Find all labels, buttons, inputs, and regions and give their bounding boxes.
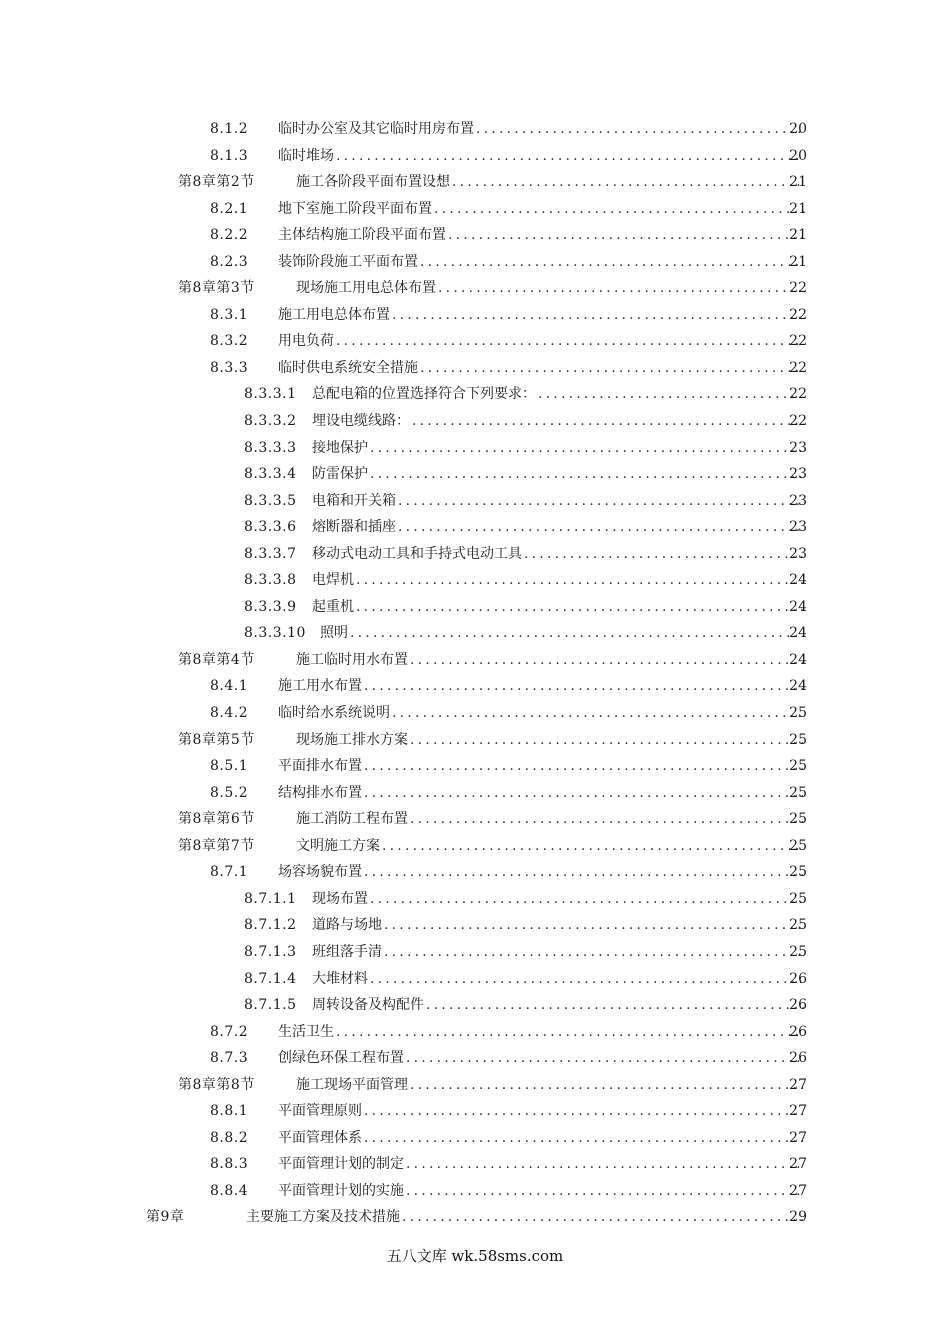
toc-entry-title-leader: [296, 275, 804, 302]
toc-entry-title-leader: [320, 620, 804, 647]
toc-entry-title-leader: [278, 780, 804, 807]
toc-entry-title-leader: [278, 249, 804, 276]
toc-entry-number: 8.7.1.2: [244, 917, 297, 934]
toc-entry-page-number: 27: [789, 1156, 807, 1173]
toc-entry-number: 8.2.1: [210, 200, 249, 217]
toc-entry-title: 电箱和开关箱: [312, 492, 396, 509]
toc-entry-title-leader: [312, 992, 804, 1019]
toc-entry-number: 8.7.2: [210, 1023, 249, 1040]
toc-entry-page-number: 26: [789, 1023, 807, 1040]
toc-entry-title: 用电负荷: [278, 333, 334, 350]
toc-dot-leader: [370, 461, 804, 488]
toc-entry[interactable]: [0, 169, 950, 196]
toc-entry-number: 8.7.1.1: [244, 890, 297, 907]
toc-entry-number: 8.3.3.10: [244, 625, 306, 642]
toc-entry-page-number: 22: [789, 413, 807, 430]
toc-entry-title-leader: [278, 355, 804, 382]
table-of-contents: [0, 116, 950, 1231]
toc-entry-title: 照明: [320, 625, 348, 642]
toc-entry-title: 施工用水布置: [278, 678, 362, 695]
toc-dot-leader: [420, 249, 804, 276]
toc-entry-title: 主体结构施工阶段平面布置: [278, 227, 446, 244]
toc-entry-title-leader: [312, 381, 804, 408]
toc-entry-title: 施工临时用水布置: [296, 651, 408, 668]
toc-dot-leader: [476, 116, 804, 143]
toc-dot-leader: [410, 1072, 804, 1099]
toc-dot-leader: [538, 381, 804, 408]
toc-entry[interactable]: [0, 992, 950, 1019]
toc-entry[interactable]: [0, 461, 950, 488]
toc-dot-leader: [336, 143, 804, 170]
toc-entry-page-number: 27: [789, 1103, 807, 1120]
toc-entry-title-leader: [246, 1204, 804, 1231]
toc-entry-title: 装饰阶段施工平面布置: [278, 253, 418, 270]
toc-entry-number: 8.7.1.4: [244, 970, 297, 987]
toc-dot-leader: [524, 541, 804, 568]
toc-entry-number: 8.7.1.5: [244, 997, 297, 1014]
toc-entry-page-number: 27: [789, 1076, 807, 1093]
toc-entry-number: 8.3.3.3: [244, 439, 297, 456]
toc-dot-leader: [356, 567, 804, 594]
toc-entry-page-number: 20: [789, 121, 807, 137]
toc-entry-title: 防雷保护: [312, 466, 368, 483]
toc-entry-title: 临时供电系统安全措施: [278, 359, 418, 376]
toc-entry[interactable]: [0, 116, 950, 143]
toc-entry[interactable]: [0, 355, 950, 382]
toc-entry[interactable]: [0, 753, 950, 780]
toc-entry-title-leader: [278, 1178, 804, 1205]
toc-entry-number: 第8章第7节: [178, 837, 255, 854]
toc-entry[interactable]: [0, 488, 950, 515]
toc-entry-title-leader: [278, 143, 804, 170]
toc-dot-leader: [410, 647, 804, 674]
toc-entry-page-number: 23: [789, 439, 807, 456]
toc-entry-number: 第8章第8节: [178, 1076, 255, 1093]
toc-entry-number: 8.1.3: [210, 147, 249, 164]
toc-entry-title: 道路与场地: [312, 917, 382, 934]
toc-dot-leader: [392, 700, 804, 727]
toc-entry-title: 平面排水布置: [278, 758, 362, 775]
toc-dot-leader: [426, 992, 804, 1019]
toc-dot-leader: [370, 966, 804, 993]
toc-entry-title: 临时办公室及其它临时用房布置: [278, 121, 474, 137]
toc-entry-title: 创绿色环保工程布置: [278, 1050, 404, 1067]
toc-entry[interactable]: [0, 859, 950, 886]
toc-entry-page-number: 25: [789, 705, 807, 722]
toc-dot-leader: [392, 302, 804, 329]
toc-entry-title-leader: [312, 408, 804, 435]
toc-entry-page-number: 22: [789, 386, 807, 403]
toc-entry-title: 平面管理计划的制定: [278, 1156, 404, 1173]
toc-entry-title-leader: [278, 328, 804, 355]
toc-entry-title: 起重机: [312, 598, 354, 615]
toc-entry-title: 大堆材料: [312, 970, 368, 987]
toc-entry-title-leader: [312, 461, 804, 488]
toc-entry-page-number: 26: [789, 970, 807, 987]
toc-entry-page-number: 22: [789, 280, 807, 297]
toc-entry-title: 现场施工排水方案: [296, 731, 408, 748]
toc-entry-page-number: 27: [789, 1182, 807, 1199]
toc-entry-title: 接地保护: [312, 439, 368, 456]
toc-dot-leader: [364, 673, 804, 700]
toc-dot-leader: [398, 488, 804, 515]
toc-entry-title-leader: [312, 514, 804, 541]
toc-entry-title: 场容场貌布置: [278, 864, 362, 881]
toc-entry-page-number: 25: [789, 758, 807, 775]
toc-entry-page-number: 23: [789, 492, 807, 509]
toc-entry-page-number: 24: [789, 598, 807, 615]
toc-entry[interactable]: [0, 143, 950, 170]
toc-dot-leader: [384, 912, 804, 939]
toc-dot-leader: [406, 1045, 804, 1072]
toc-entry-number: 8.4.2: [210, 705, 249, 722]
toc-dot-leader: [398, 514, 804, 541]
toc-entry-number: 8.3.3.5: [244, 492, 297, 509]
toc-entry[interactable]: [0, 939, 950, 966]
toc-entry-page-number: 22: [789, 333, 807, 350]
toc-entry-title: 平面管理体系: [278, 1129, 362, 1146]
toc-entry-page-number: 24: [789, 625, 807, 642]
toc-entry-page-number: 25: [789, 784, 807, 801]
toc-entry-number: 第8章第5节: [178, 731, 255, 748]
toc-entry-title: 总配电箱的位置选择符合下列要求：: [312, 386, 536, 403]
toc-entry-number: 第8章第4节: [178, 651, 255, 668]
toc-entry-page-number: 21: [789, 174, 807, 191]
toc-entry-page-number: 26: [789, 997, 807, 1014]
toc-entry-title-leader: [312, 541, 804, 568]
toc-dot-leader: [434, 196, 804, 223]
toc-entry[interactable]: [0, 700, 950, 727]
toc-entry-number: 8.7.1: [210, 864, 249, 881]
toc-entry-page-number: 25: [789, 864, 807, 881]
toc-entry[interactable]: [0, 1151, 950, 1178]
toc-entry[interactable]: [0, 1204, 950, 1231]
toc-entry-number: 8.4.1: [210, 678, 249, 695]
toc-entry[interactable]: [0, 435, 950, 462]
toc-entry-title-leader: [296, 169, 804, 196]
toc-entry-title-leader: [296, 806, 804, 833]
toc-entry-title-leader: [312, 488, 804, 515]
toc-entry-number: 8.3.3.8: [244, 572, 297, 589]
toc-entry-page-number: 24: [789, 678, 807, 695]
toc-entry-number: 8.5.2: [210, 784, 249, 801]
toc-entry-title: 平面管理原则: [278, 1103, 362, 1120]
toc-entry-title: 埋设电缆线路：: [312, 413, 410, 430]
toc-entry[interactable]: [0, 381, 950, 408]
toc-entry-title: 班组落手清: [312, 943, 382, 960]
toc-dot-leader: [448, 222, 804, 249]
toc-entry-title-leader: [278, 196, 804, 223]
toc-entry-page-number: 23: [789, 545, 807, 562]
toc-entry-page-number: 24: [789, 572, 807, 589]
toc-entry-title-leader: [278, 1098, 804, 1125]
toc-entry[interactable]: [0, 275, 950, 302]
toc-dot-leader: [364, 780, 804, 807]
toc-dot-leader: [336, 1019, 804, 1046]
toc-entry-title: 施工用电总体布置: [278, 306, 390, 323]
toc-entry[interactable]: [0, 328, 950, 355]
toc-dot-leader: [406, 1178, 804, 1205]
toc-entry-title-leader: [278, 1019, 804, 1046]
toc-entry-number: 8.3.3.1: [244, 386, 297, 403]
toc-entry-title-leader: [312, 939, 804, 966]
toc-entry[interactable]: [0, 886, 950, 913]
toc-entry[interactable]: [0, 1125, 950, 1152]
toc-entry[interactable]: [0, 1019, 950, 1046]
toc-dot-leader: [410, 727, 804, 754]
footer-watermark: 五八文库 wk.58sms.com: [386, 1247, 564, 1265]
toc-entry-title-leader: [312, 886, 804, 913]
toc-dot-leader: [402, 1204, 804, 1231]
toc-entry-title-leader: [312, 966, 804, 993]
toc-entry-number: 8.8.2: [210, 1129, 249, 1146]
toc-entry-page-number: 20: [789, 147, 807, 164]
toc-entry[interactable]: [0, 1072, 950, 1099]
toc-entry-number: 第8章第2节: [178, 174, 255, 191]
toc-entry-number: 8.3.3.4: [244, 466, 297, 483]
toc-entry-number: 8.3.3: [210, 359, 249, 376]
toc-entry-page-number: 23: [789, 519, 807, 536]
toc-entry-number: 8.8.3: [210, 1156, 249, 1173]
toc-entry-page-number: 24: [789, 651, 807, 668]
toc-dot-leader: [406, 1151, 804, 1178]
toc-entry[interactable]: [0, 833, 950, 860]
toc-entry-number: 8.7.1.3: [244, 943, 297, 960]
toc-entry[interactable]: [0, 727, 950, 754]
toc-dot-leader: [364, 1125, 804, 1152]
toc-dot-leader: [452, 169, 804, 196]
toc-entry[interactable]: [0, 222, 950, 249]
toc-entry-title-leader: [278, 753, 804, 780]
toc-entry-title-leader: [278, 116, 804, 143]
toc-entry-number: 8.1.2: [210, 121, 249, 137]
toc-entry[interactable]: [0, 647, 950, 674]
toc-entry-page-number: 21: [789, 200, 807, 217]
toc-entry[interactable]: [0, 408, 950, 435]
toc-entry-page-number: 25: [789, 837, 807, 854]
toc-entry-number: 8.2.3: [210, 253, 249, 270]
toc-entry-page-number: 25: [789, 811, 807, 828]
toc-entry-title-leader: [296, 727, 804, 754]
toc-entry-title-leader: [312, 594, 804, 621]
toc-entry-number: 8.7.3: [210, 1050, 249, 1067]
toc-entry-title-leader: [278, 302, 804, 329]
toc-entry[interactable]: [0, 1098, 950, 1125]
toc-entry[interactable]: [0, 541, 950, 568]
toc-entry-title-leader: [278, 222, 804, 249]
toc-entry-number: 8.8.1: [210, 1103, 249, 1120]
toc-entry-title: 临时给水系统说明: [278, 705, 390, 722]
toc-dot-leader: [370, 886, 804, 913]
toc-entry-page-number: 21: [789, 253, 807, 270]
toc-entry-title-leader: [312, 912, 804, 939]
toc-entry-title-leader: [296, 1072, 804, 1099]
toc-dot-leader: [412, 408, 804, 435]
toc-entry[interactable]: [0, 196, 950, 223]
toc-dot-leader: [364, 753, 804, 780]
toc-entry-page-number: 23: [789, 466, 807, 483]
toc-entry-title: 施工各阶段平面布置设想: [296, 174, 450, 191]
toc-entry-page-number: 25: [789, 917, 807, 934]
toc-entry-page-number: 22: [789, 306, 807, 323]
toc-entry-number: 8.3.3.2: [244, 413, 297, 430]
toc-entry-number: 8.3.3.9: [244, 598, 297, 615]
toc-entry-page-number: 25: [789, 943, 807, 960]
toc-entry-number: 8.2.2: [210, 227, 249, 244]
toc-entry-page-number: 27: [789, 1129, 807, 1146]
toc-entry[interactable]: [0, 673, 950, 700]
toc-entry-title: 生活卫生: [278, 1023, 334, 1040]
toc-dot-leader: [410, 806, 804, 833]
toc-entry-page-number: 22: [789, 359, 807, 376]
toc-entry[interactable]: [0, 514, 950, 541]
toc-entry[interactable]: [0, 620, 950, 647]
toc-entry[interactable]: [0, 567, 950, 594]
toc-entry-number: 第9章: [146, 1209, 185, 1226]
toc-entry-number: 8.8.4: [210, 1182, 249, 1199]
toc-entry-number: 8.3.2: [210, 333, 249, 350]
toc-entry-title: 地下室施工阶段平面布置: [278, 200, 432, 217]
toc-dot-leader: [336, 328, 804, 355]
toc-dot-leader: [364, 1098, 804, 1125]
toc-entry-title-leader: [278, 673, 804, 700]
toc-entry-title-leader: [278, 700, 804, 727]
toc-entry-page-number: 21: [789, 227, 807, 244]
toc-entry-title: 平面管理计划的实施: [278, 1182, 404, 1199]
toc-dot-leader: [350, 620, 804, 647]
toc-entry[interactable]: [0, 806, 950, 833]
toc-entry-title-leader: [278, 1151, 804, 1178]
toc-entry-page-number: 26: [789, 1050, 807, 1067]
toc-entry[interactable]: [0, 1045, 950, 1072]
toc-entry-number: 8.5.1: [210, 758, 249, 775]
toc-entry-title: 周转设备及构配件: [312, 997, 424, 1014]
toc-dot-leader: [364, 859, 804, 886]
toc-entry-title: 移动式电动工具和手持式电动工具: [312, 545, 522, 562]
toc-dot-leader: [382, 833, 804, 860]
toc-entry[interactable]: [0, 780, 950, 807]
toc-entry[interactable]: [0, 966, 950, 993]
toc-entry-number: 第8章第3节: [178, 280, 255, 297]
toc-entry[interactable]: [0, 594, 950, 621]
toc-entry-title-leader: [296, 647, 804, 674]
toc-entry-title-leader: [278, 1125, 804, 1152]
toc-entry[interactable]: [0, 302, 950, 329]
toc-entry-title: 现场施工用电总体布置: [296, 280, 436, 297]
toc-dot-leader: [420, 355, 804, 382]
toc-entry-title: 主要施工方案及技术措施: [246, 1209, 400, 1226]
toc-entry-page-number: 25: [789, 731, 807, 748]
toc-entry[interactable]: [0, 912, 950, 939]
toc-dot-leader: [356, 594, 804, 621]
toc-entry-title: 现场布置: [312, 890, 368, 907]
toc-entry-title-leader: [312, 435, 804, 462]
toc-dot-leader: [384, 939, 804, 966]
toc-entry-page-number: 29: [789, 1209, 807, 1226]
toc-entry-number: 8.3.3.7: [244, 545, 297, 562]
toc-entry-title: 临时堆场: [278, 147, 334, 164]
toc-entry[interactable]: [0, 249, 950, 276]
toc-entry-page-number: 25: [789, 890, 807, 907]
toc-entry-title-leader: [296, 833, 804, 860]
toc-entry-title: 施工现场平面管理: [296, 1076, 408, 1093]
toc-entry-number: 8.3.1: [210, 306, 249, 323]
toc-entry-title-leader: [312, 567, 804, 594]
toc-entry-title-leader: [278, 1045, 804, 1072]
toc-entry-title-leader: [278, 859, 804, 886]
toc-entry[interactable]: [0, 1178, 950, 1205]
toc-entry-title: 结构排水布置: [278, 784, 362, 801]
toc-dot-leader: [438, 275, 804, 302]
toc-entry-title: 文明施工方案: [296, 837, 380, 854]
toc-entry-number: 第8章第6节: [178, 811, 255, 828]
toc-entry-number: 8.3.3.6: [244, 519, 297, 536]
toc-entry-title: 施工消防工程布置: [296, 811, 408, 828]
toc-entry-title: 电焊机: [312, 572, 354, 589]
toc-entry-title: 熔断器和插座: [312, 519, 396, 536]
toc-dot-leader: [370, 435, 804, 462]
